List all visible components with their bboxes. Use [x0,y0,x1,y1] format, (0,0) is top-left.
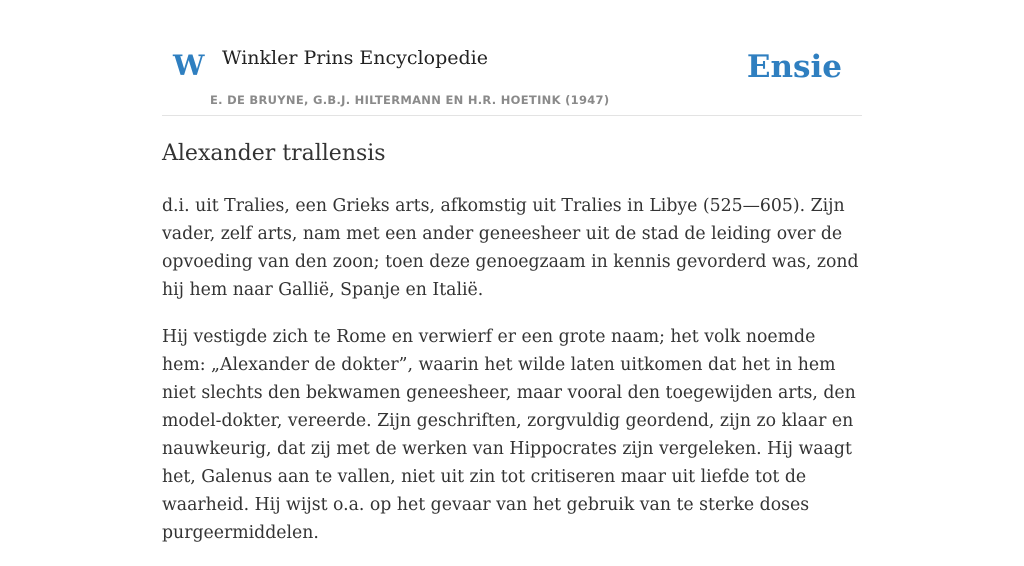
article-body [162,192,862,566]
publication-title-link[interactable]: Winkler Prins Encyclopedie [222,47,488,69]
publication-authors: E. DE BRUYNE, G.B.J. HILTERMANN EN H.R. HOETINK (1947) [210,93,610,107]
article-title: Alexander trallensis [162,141,386,166]
publication-header [162,30,862,116]
ensie-logo-link[interactable]: Ensie [746,49,842,85]
article-paragraph: Hij vestigde zich te Rome en verwierf er een grote naam; het volk noemde hem: „Alexander de dokter”, waarin het wilde laten uitkomen dat het in hem niet slechts den bekwamen geneesheer, maar vooral den toegewijden arts, den model-dokter, vereerde. Zijn geschriften, zorgvuldig geordend, zijn zo klaar en nauwkeurig, dat zij met de werken van Hippocrates zijn vergeleken. Hij waagt het, Galenus aan te vallen, niet uit zin tot critiseren maar uit liefde tot de waarheid. Hij wijst o.a. op het gevaar van het gebruik van te sterke doses purgeermiddelen. [162,327,856,543]
article-paragraph: d.i. uit Tralies, een Grieks arts, afkomstig uit Tralies in Libye (525—605). Zijn vader, zelf arts, nam met een ander geneesheer uit de stad de leiding over de opvoeding van den zoon; toen deze genoegzaam in kennis gevorderd was, zond hij hem naar Gallië, Spanje en Italië. [162,196,859,300]
publication-logo[interactable]: W [173,49,205,82]
